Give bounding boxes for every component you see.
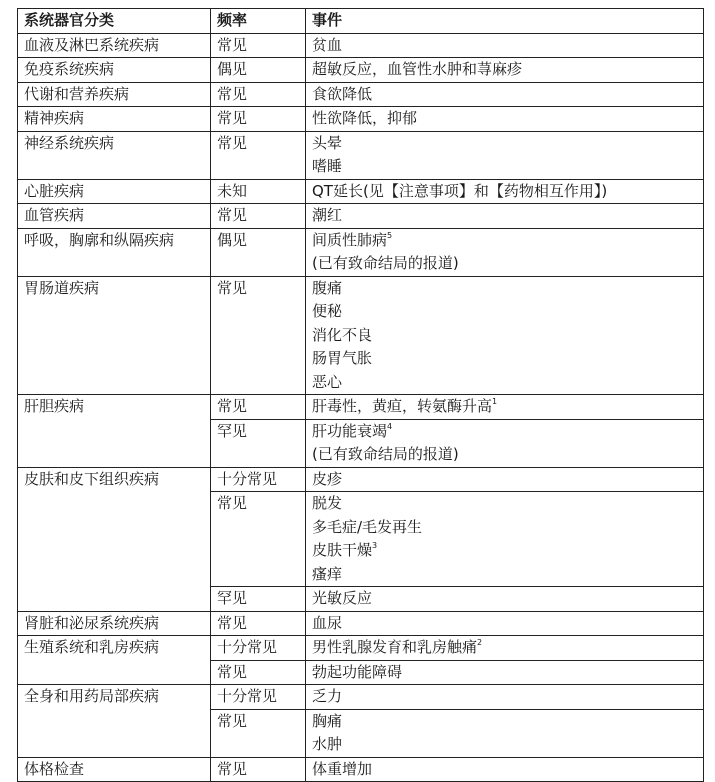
event-cell <box>306 685 704 710</box>
event-line <box>312 395 697 419</box>
table-row <box>18 611 704 636</box>
frequency-cell: 罕见 <box>211 419 306 467</box>
event-text: 勃起功能障碍 <box>312 662 403 681</box>
event-line <box>312 468 697 492</box>
footnote-marker: 4 <box>387 421 393 431</box>
table-row <box>18 204 704 229</box>
table-row <box>18 179 704 204</box>
event-cell <box>306 660 704 685</box>
table-row <box>18 58 704 83</box>
frequency-cell: 偶见 <box>211 58 306 83</box>
event-text: (已有致命结局的报道) <box>312 254 459 272</box>
event-line <box>312 277 697 301</box>
event-cell <box>306 33 704 58</box>
event-cell <box>306 636 704 661</box>
event-text: 多毛症/毛发再生 <box>312 517 423 536</box>
event-text: 皮肤干燥 <box>312 541 373 559</box>
event-text: 恶心 <box>312 372 343 391</box>
event-text: 皮疹 <box>312 469 343 488</box>
event-line <box>312 300 697 324</box>
event-text: 间质性肺病 <box>312 230 388 249</box>
event-cell <box>306 131 704 179</box>
adverse-events-table <box>17 8 704 782</box>
event-text: 潮红 <box>312 206 343 224</box>
event-cell <box>306 179 704 204</box>
event-line <box>312 34 697 58</box>
event-cell <box>306 395 704 420</box>
frequency-cell: 常见 <box>211 395 306 420</box>
event-line <box>312 516 697 540</box>
event-text: QT延长(见【注意事项】和【药物相互作用】) <box>312 181 608 200</box>
event-text: 贫血 <box>312 35 343 54</box>
event-text: (已有致命结局的报道) <box>312 445 459 463</box>
event-text: 肝功能衰竭 <box>312 421 388 440</box>
table-row <box>18 276 704 395</box>
frequency-cell: 常见 <box>211 709 306 757</box>
event-line <box>312 758 697 782</box>
table-row <box>18 757 704 782</box>
frequency-cell: 常见 <box>211 107 306 132</box>
soc-cell: 体格检查 <box>18 757 211 782</box>
event-line <box>312 710 697 734</box>
header-row <box>18 9 704 34</box>
frequency-cell: 常见 <box>211 611 306 636</box>
event-line <box>312 83 697 107</box>
soc-cell: 呼吸，胸廓和纵隔疾病 <box>18 228 211 276</box>
event-line <box>312 685 697 709</box>
event-line <box>312 58 697 82</box>
event-line <box>312 636 697 660</box>
event-line <box>312 132 697 156</box>
frequency-cell: 常见 <box>211 660 306 685</box>
footnote-marker: 1 <box>492 397 498 406</box>
soc-cell: 全身和用药局部疾病 <box>18 685 211 758</box>
event-text: 光敏反应 <box>312 589 373 607</box>
event-line <box>312 371 697 395</box>
event-text: 肠胃气胀 <box>312 349 373 367</box>
event-line <box>312 420 697 444</box>
frequency-cell: 常见 <box>211 276 306 395</box>
footnote-marker: 3 <box>372 541 378 550</box>
event-text: 胸痛 <box>312 711 343 730</box>
event-line <box>312 733 697 757</box>
event-text: 头晕 <box>312 133 343 152</box>
event-line <box>312 107 697 131</box>
frequency-cell: 十分常见 <box>211 636 306 661</box>
frequency-cell: 十分常见 <box>211 685 306 710</box>
event-line <box>312 347 697 371</box>
event-line <box>312 204 697 228</box>
soc-cell: 血管疾病 <box>18 204 211 229</box>
table-row <box>18 685 704 710</box>
table-body <box>18 33 704 782</box>
event-line <box>312 324 697 348</box>
frequency-cell: 常见 <box>211 33 306 58</box>
soc-cell: 肝胆疾病 <box>18 395 211 468</box>
event-cell <box>306 107 704 132</box>
table-row <box>18 395 704 420</box>
event-cell <box>306 492 704 587</box>
table-row <box>18 131 704 179</box>
table-row <box>18 82 704 107</box>
frequency-cell: 十分常见 <box>211 467 306 492</box>
footnote-marker: 5 <box>387 230 393 240</box>
event-text: 男性乳腺发育和乳房触痛 <box>312 638 478 656</box>
frequency-cell: 常见 <box>211 131 306 179</box>
soc-cell: 肾脏和泌尿系统疾病 <box>18 611 211 636</box>
header-event: 事件 <box>306 9 704 34</box>
event-cell <box>306 228 704 276</box>
event-text: 嗜睡 <box>312 157 343 175</box>
event-text: 消化不良 <box>312 325 373 344</box>
table-row <box>18 467 704 492</box>
event-text: 超敏反应，血管性水肿和荨麻疹 <box>312 60 523 78</box>
event-text: 食欲降低 <box>312 84 373 103</box>
event-line <box>312 252 697 276</box>
event-line <box>312 539 697 563</box>
table-header <box>18 9 704 34</box>
frequency-cell: 未知 <box>211 179 306 204</box>
event-text: 体重增加 <box>312 759 373 778</box>
event-text: 脱发 <box>312 494 343 512</box>
soc-cell: 代谢和营养疾病 <box>18 82 211 107</box>
header-frequency: 频率 <box>211 9 306 34</box>
soc-cell: 血液及淋巴系统疾病 <box>18 33 211 58</box>
event-cell <box>306 467 704 492</box>
event-line <box>312 229 697 253</box>
event-text: 瘙痒 <box>312 564 343 583</box>
event-text: 乏力 <box>312 687 343 705</box>
event-text: 便秘 <box>312 302 343 320</box>
soc-cell: 胃肠道疾病 <box>18 276 211 395</box>
event-cell <box>306 709 704 757</box>
event-cell <box>306 276 704 395</box>
frequency-cell: 常见 <box>211 82 306 107</box>
event-line <box>312 443 697 467</box>
event-line <box>312 492 697 516</box>
event-line <box>312 612 697 636</box>
event-text: 腹痛 <box>312 278 343 297</box>
event-line <box>312 563 697 587</box>
event-text: 血尿 <box>312 613 343 632</box>
event-text: 肝毒性，黄疸，转氨酶升高 <box>312 397 493 415</box>
event-line <box>312 587 697 611</box>
event-cell <box>306 204 704 229</box>
event-text: 性欲降低，抑郁 <box>312 109 418 127</box>
table-row <box>18 107 704 132</box>
frequency-cell: 罕见 <box>211 587 306 612</box>
event-cell <box>306 611 704 636</box>
event-cell <box>306 419 704 467</box>
frequency-cell: 常见 <box>211 492 306 587</box>
event-cell <box>306 82 704 107</box>
frequency-cell: 常见 <box>211 204 306 229</box>
event-line <box>312 155 697 179</box>
soc-cell: 免疫系统疾病 <box>18 58 211 83</box>
event-cell <box>306 58 704 83</box>
event-cell <box>306 587 704 612</box>
table-row <box>18 228 704 276</box>
soc-cell: 生殖系统和乳房疾病 <box>18 636 211 685</box>
event-line <box>312 661 697 685</box>
frequency-cell: 偶见 <box>211 228 306 276</box>
soc-cell: 精神疾病 <box>18 107 211 132</box>
event-cell <box>306 757 704 782</box>
soc-cell: 神经系统疾病 <box>18 131 211 179</box>
soc-cell: 皮肤和皮下组织疾病 <box>18 467 211 611</box>
event-line <box>312 180 697 204</box>
table-row <box>18 636 704 661</box>
table-row <box>18 33 704 58</box>
frequency-cell: 常见 <box>211 757 306 782</box>
footnote-marker: 2 <box>477 638 483 647</box>
soc-cell: 心脏疾病 <box>18 179 211 204</box>
event-text: 水肿 <box>312 735 343 753</box>
header-soc: 系统器官分类 <box>18 9 211 34</box>
